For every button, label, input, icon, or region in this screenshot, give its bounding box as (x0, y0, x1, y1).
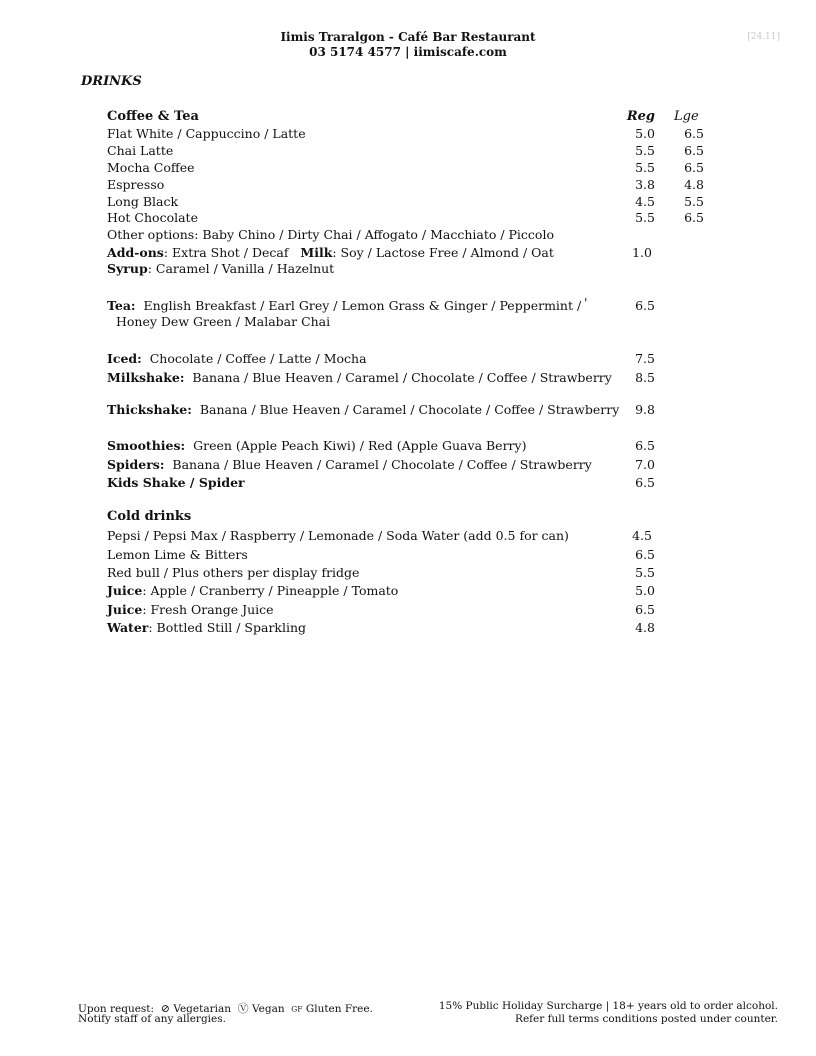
lge-label: Lge (674, 109, 699, 124)
item-lge-price: 4.8 (684, 177, 704, 192)
kids-price: 6.5 (635, 475, 655, 490)
terms-note: Refer full terms conditions posted under counter. (515, 1013, 778, 1025)
tea-label: Tea: (107, 298, 136, 313)
orange-juice-line (107, 602, 274, 617)
item-lge-price: 5.5 (684, 194, 704, 209)
coffee-heading: Coffee & Tea (107, 109, 199, 124)
iced-line (107, 351, 367, 366)
addons-line (107, 245, 554, 260)
thickshake-label: Thickshake: (107, 402, 192, 417)
addons-text: : Extra Shot / Decaf (163, 245, 289, 260)
cold-heading: Cold drinks (107, 509, 192, 524)
spiders-line (107, 457, 592, 472)
spiders-price: 7.0 (635, 457, 655, 472)
upon-request-label: Upon request: (78, 1003, 155, 1015)
item-reg-price: 5.5 (635, 210, 655, 225)
item-lge-price: 6.5 (684, 160, 704, 175)
juice-line (107, 583, 398, 598)
restaurant-title: Iimis Traralgon - Café Bar Restaurant (280, 30, 536, 44)
water-line (107, 620, 306, 635)
addons-price: 1.0 (632, 245, 652, 260)
item-name: Flat White / Cappuccino / Latte (107, 126, 306, 141)
menu-code: [24.11] (747, 32, 780, 42)
gluten-free-icon: GF (291, 1004, 303, 1014)
smoothies-price: 6.5 (635, 438, 655, 453)
tea-mark: ' (584, 295, 588, 310)
juice-text: : Fresh Orange Juice (142, 602, 274, 617)
water-price: 4.8 (635, 620, 655, 635)
smoothies-label: Smoothies: (107, 438, 186, 453)
smoothies-line (107, 438, 526, 453)
redbull-line: Red bull / Plus others per display fridge (107, 565, 360, 580)
iced-label: Iced: (107, 351, 142, 366)
tea-line (107, 298, 581, 313)
milkshake-text: Banana / Blue Heaven / Caramel / Chocolate / Coffee / Strawberry (192, 370, 612, 385)
item-reg-price: 4.5 (635, 194, 655, 209)
kids-label: Kids Shake / Spider (107, 475, 245, 490)
item-name: Hot Chocolate (107, 210, 198, 225)
smoothies-text: Green (Apple Peach Kiwi) / Red (Apple Guava Berry) (193, 438, 527, 453)
water-label: Water (107, 620, 149, 635)
surcharge-note: 15% Public Holiday Surcharge | 18+ years old to order alcohol. (438, 1000, 778, 1012)
water-text: : Bottled Still / Sparkling (148, 620, 307, 635)
item-name: Long Black (107, 194, 179, 209)
tea-line-2: Honey Dew Green / Malabar Chai (116, 314, 331, 329)
milkshake-price: 8.5 (635, 370, 655, 385)
item-reg-price: 3.8 (635, 177, 655, 192)
orange-juice-price: 6.5 (635, 602, 655, 617)
milkshake-line (107, 370, 612, 385)
thickshake-line (107, 402, 619, 417)
syrup-line (107, 261, 334, 276)
item-name: Chai Latte (107, 143, 174, 158)
item-reg-price: 5.5 (635, 160, 655, 175)
redbull-price: 5.5 (635, 565, 655, 580)
section-title: DRINKS (81, 74, 142, 89)
item-lge-price: 6.5 (684, 210, 704, 225)
tea-price: 6.5 (635, 298, 655, 313)
juice-label: Juice (107, 583, 143, 598)
item-name: Espresso (107, 177, 165, 192)
vegan-icon: Ⓥ (237, 1002, 249, 1015)
reg-label: Reg (626, 109, 655, 124)
item-lge-price: 6.5 (684, 143, 704, 158)
iced-price: 7.5 (635, 351, 655, 366)
spiders-label: Spiders: (107, 457, 165, 472)
juice-price: 5.0 (635, 583, 655, 598)
lemon-line: Lemon Lime & Bitters (107, 547, 248, 562)
gluten-free-label: Gluten Free. (305, 1003, 373, 1015)
milk-text: : Soy / Lactose Free / Almond / Oat (332, 245, 554, 260)
juice-text: : Apple / Cranberry / Pineapple / Tomato (142, 583, 399, 598)
vegetarian-label: Vegetarian (173, 1003, 231, 1015)
thickshake-price: 9.8 (635, 402, 655, 417)
vegan-label: Vegan (252, 1003, 285, 1015)
item-reg-price: 5.0 (635, 126, 655, 141)
addons-label: Add-ons (107, 245, 164, 260)
syrup-label: Syrup (107, 261, 148, 276)
lemon-price: 6.5 (635, 547, 655, 562)
milk-label: Milk (300, 245, 333, 260)
item-name: Mocha Coffee (107, 160, 195, 175)
pepsi-price: 4.5 (632, 528, 652, 543)
contact-line: 03 5174 4577 | iimiscafe.com (309, 45, 507, 59)
tea-text: English Breakfast / Earl Grey / Lemon Grass & Ginger / Peppermint / (143, 298, 582, 313)
vegetarian-icon: ⊘ (160, 1002, 170, 1015)
iced-text: Chocolate / Coffee / Latte / Mocha (149, 351, 367, 366)
item-lge-price: 6.5 (684, 126, 704, 141)
milkshake-label: Milkshake: (107, 370, 185, 385)
juice-label: Juice (107, 602, 143, 617)
spiders-text: Banana / Blue Heaven / Caramel / Chocolate / Coffee / Strawberry (172, 457, 592, 472)
allergy-note: Notify staff of any allergies. (78, 1013, 226, 1025)
pepsi-line: Pepsi / Pepsi Max / Raspberry / Lemonade / Soda Water (add 0.5 for can) (107, 528, 569, 543)
thickshake-text: Banana / Blue Heaven / Caramel / Chocolate / Coffee / Strawberry (199, 402, 620, 417)
syrup-text: : Caramel / Vanilla / Hazelnut (147, 261, 335, 276)
item-reg-price: 5.5 (635, 143, 655, 158)
other-options: Other options: Baby Chino / Dirty Chai / Affogato / Macchiato / Piccolo (107, 227, 554, 242)
